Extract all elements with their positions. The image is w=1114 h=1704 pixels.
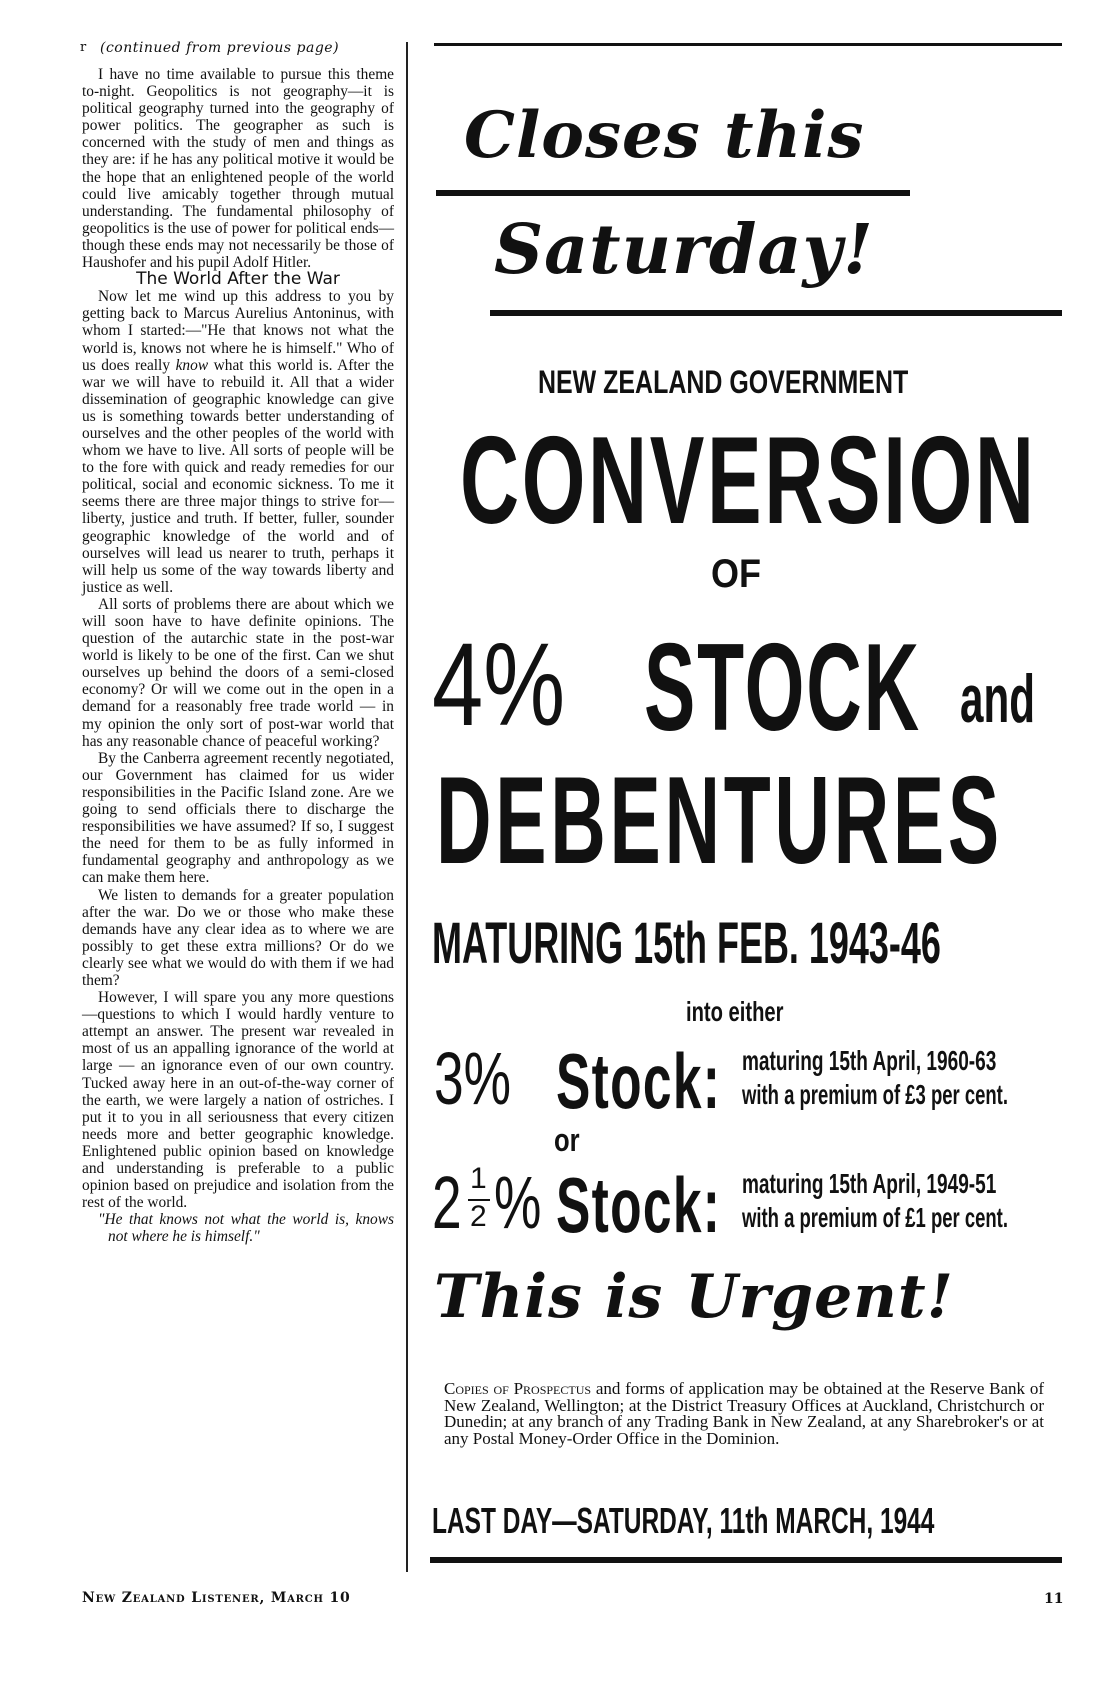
option2-maturity: maturing 15th April, 1949-51 <box>742 1168 997 1199</box>
and-word: and <box>960 661 1035 737</box>
prospectus-notice: Copies of Prospectus and forms of application may be obtained at the Reserve Bank of New Zealand, Wellington; at the District Treasury Offices at Auckland, Christchurch or Dunedin; at any branch of any Trading Bank in New Zealand, at any Sharebroker's or at any Postal Money-Order Office in the Dominion. <box>444 1379 1044 1448</box>
debentures-word: DEBENTURES <box>436 752 1003 890</box>
option2-stock: Stock: <box>556 1161 722 1249</box>
four-percent: 4% <box>432 619 566 751</box>
option1-stock: Stock: <box>556 1037 722 1125</box>
page-number: 11 <box>1044 1591 1064 1607</box>
heading-underline-2 <box>490 310 1062 316</box>
or-word: or <box>554 1122 580 1158</box>
option1-maturity: maturing 15th April, 1960-63 <box>742 1045 997 1076</box>
emphasis-know: know <box>175 356 209 374</box>
article-subhead: The World After the War <box>136 269 340 290</box>
footer-publication: New Zealand Listener, March 10 <box>82 1590 351 1606</box>
last-day-line: LAST DAY—SATURDAY, 11th MARCH, 1944 <box>432 1500 935 1541</box>
option2-numerator: 1 <box>470 1162 487 1195</box>
bottom-rule <box>430 1557 1062 1563</box>
closes-this-heading: Closes this <box>464 98 865 173</box>
option2-premium: with a premium of £1 per cent. <box>742 1202 1008 1233</box>
continued-note: (continued from previous page) <box>100 40 340 56</box>
option2-denominator: 2 <box>470 1200 487 1233</box>
saturday-heading: Saturday! <box>494 210 874 290</box>
article-paragraph-3: All sorts of problems there are about which we will soon have to have definite opinions. The question of the autarchic state in the post-war world is likely to be one of the first. Can we shut ourselves up behind the doors of a semi-closed economy? Or will we come out in the open in a demand for a reasonably free trade world — in my opinion the only sort of post-war world that has any reasonable chance of peaceful working? <box>82 595 394 750</box>
article-paragraph-1: I have no time available to pursue this theme to-night. Geopolitics is not geography—it is political geography turned into the geography of power politics. The geographer as such is concerned with the study of men and things as they are: if he has any political motive it would be the hope that an enlightened people of the world could live amicably together through mutual understanding. The fundamental philosophy of geopolitics is the use of power for political ends—though these ends may not necessarily be those of Haushofer and his pupil Adolf Hitler. <box>82 66 394 272</box>
article-paragraph-4: By the Canberra agreement recently negotiated, our Government has claimed for us wider responsibilities in the Pacific Island zone. Are we going to send officials there to discharge the responsibilities we have assumed? If so, I suggest the need for them to be as fully informed in fundamental geography and anthropology as we can make them here. <box>82 749 394 887</box>
article-paragraph-6: However, I will spare you any more questions—questions to which I would hardly venture to attempt an answer. The present war revealed in most of us an appalling ignorance of the world at large — an ignorance even of our own country. Tucked away here in an out-of-the-way corner of the earth, we were largely a nation of ostriches. I put it to you in all seriousness that every citizen needs more and better geographic knowledge. Enlightened public opinion based on knowledge and understanding is preferable to a public opinion based on prejudice and isolation from the rest of the world. <box>82 989 394 1212</box>
heading-underline-1 <box>436 190 910 196</box>
closing-quote: "He that knows not what the world is, knows not where he is himself." <box>98 1211 394 1246</box>
page-mark: r <box>80 40 87 55</box>
of-word: OF <box>711 552 761 596</box>
option1-premium: with a premium of £3 per cent. <box>742 1079 1008 1110</box>
conversion-headline: CONVERSION <box>460 412 1037 550</box>
article-column <box>82 66 394 1245</box>
government-line: NEW ZEALAND GOVERNMENT <box>538 364 909 400</box>
option1-rate: 3% <box>434 1037 512 1120</box>
article-paragraph-2: Now let me wind up this address to you by getting back to Marcus Aurelius Antoninus, with whom I started:—"He that knows not what the world is, knows not where he is himself." Who of us does really know what this world is. After the war we will have to rebuild it. All that a wider dissemination of geographic knowledge can give us is something towards better understanding of ourselves and the other peoples of the world with whom we have to live. All sorts of people will be to the fore with quick and ready remedies for our political, social and economic sickness. To me it seems there are three major things to strive for—liberty, justice and truth. If better, fuller, sounder geographic knowledge of the world and of ourselves will lead us nearer to truth, perhaps it will help us some of the way towards liberty and justice as well. <box>82 288 394 596</box>
into-either: into either <box>686 996 784 1027</box>
option2-whole: 2 <box>432 1161 462 1244</box>
article-paragraph-5: We listen to demands for a greater population after the war. Do we or those who make these demands have any clear idea as to where we are possibly to get these extra millions? Or do we clearly see what we would do with them if we had them? <box>82 886 394 989</box>
maturing-line: MATURING 15th FEB. 1943-46 <box>432 911 941 976</box>
top-rule <box>434 43 1062 46</box>
option2-percent: % <box>494 1161 542 1244</box>
stock-word: STOCK <box>644 619 921 757</box>
column-divider <box>406 42 408 1572</box>
urgent-heading: This is Urgent! <box>434 1262 954 1332</box>
